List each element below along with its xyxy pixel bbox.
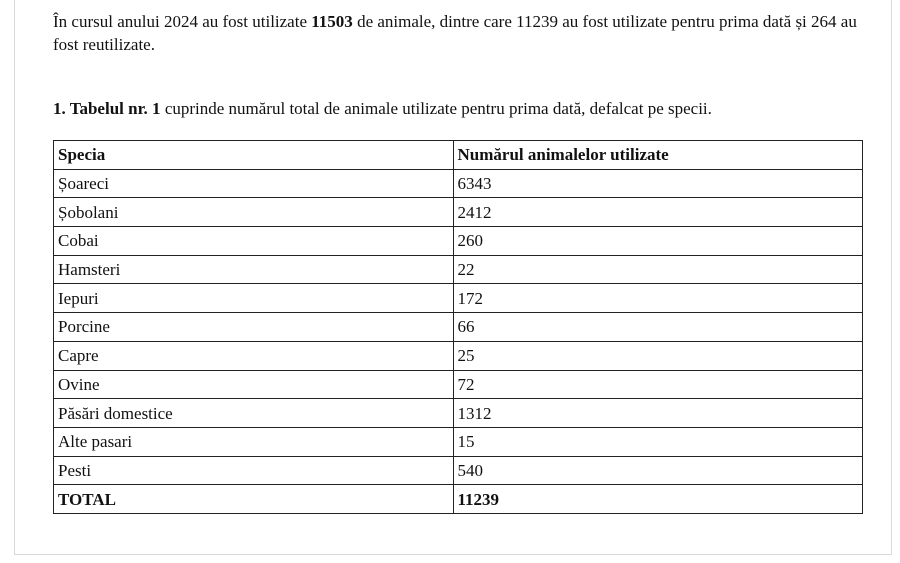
intro-text-3: au fost utilizate pentru prima dată și [558,12,812,31]
count-cell: 1312 [453,399,863,428]
reused-value: 264 [811,12,837,31]
document-page [14,0,892,555]
intro-paragraph [53,10,883,56]
species-cell: Șobolani [54,198,454,227]
table-row [54,427,863,456]
table-header-row [54,141,863,170]
table-row [54,284,863,313]
count-cell: 72 [453,370,863,399]
intro-text-2: de animale, dintre care [352,12,517,31]
count-cell: 260 [453,227,863,256]
document-body [53,10,883,509]
table-caption [53,97,712,120]
table-row [54,169,863,198]
count-cell: 15 [453,427,863,456]
table-row [54,370,863,399]
species-cell: Alte pasari [54,427,454,456]
total-animals-value: 11503 [311,12,353,31]
species-cell: Pesti [54,456,454,485]
table-row [54,198,863,227]
table-row [54,313,863,342]
species-cell: Ovine [54,370,454,399]
species-cell: Iepuri [54,284,454,313]
table-total-row [54,485,863,514]
species-cell: Capre [54,341,454,370]
count-cell: 22 [453,255,863,284]
table-caption-label: 1. Tabelul nr. 1 [53,99,161,118]
table-row [54,456,863,485]
species-cell: Porcine [54,313,454,342]
intro-text-4: au fost reutilizate. [53,12,857,54]
table-row [54,399,863,428]
table-row [54,255,863,284]
count-cell: 66 [453,313,863,342]
species-cell: Cobai [54,227,454,256]
table-row [54,341,863,370]
count-cell: 2412 [453,198,863,227]
total-count-cell: 11239 [453,485,863,514]
header-count: Numărul animalelor utilizate [453,141,863,170]
table-caption-text: cuprinde numărul total de animale utilizate pentru prima dată, defalcat pe specii. [160,99,712,118]
table-row [54,227,863,256]
first-time-value: 11239 [516,12,558,31]
intro-text-1: În cursul anului 2024 au fost utilizate [53,12,312,31]
count-cell: 25 [453,341,863,370]
species-cell: Păsări domestice [54,399,454,428]
count-cell: 172 [453,284,863,313]
species-cell: Hamsteri [54,255,454,284]
total-label-cell: TOTAL [54,485,454,514]
species-table [53,140,863,514]
count-cell: 6343 [453,169,863,198]
count-cell: 540 [453,456,863,485]
species-cell: Șoareci [54,169,454,198]
header-species: Specia [54,141,454,170]
